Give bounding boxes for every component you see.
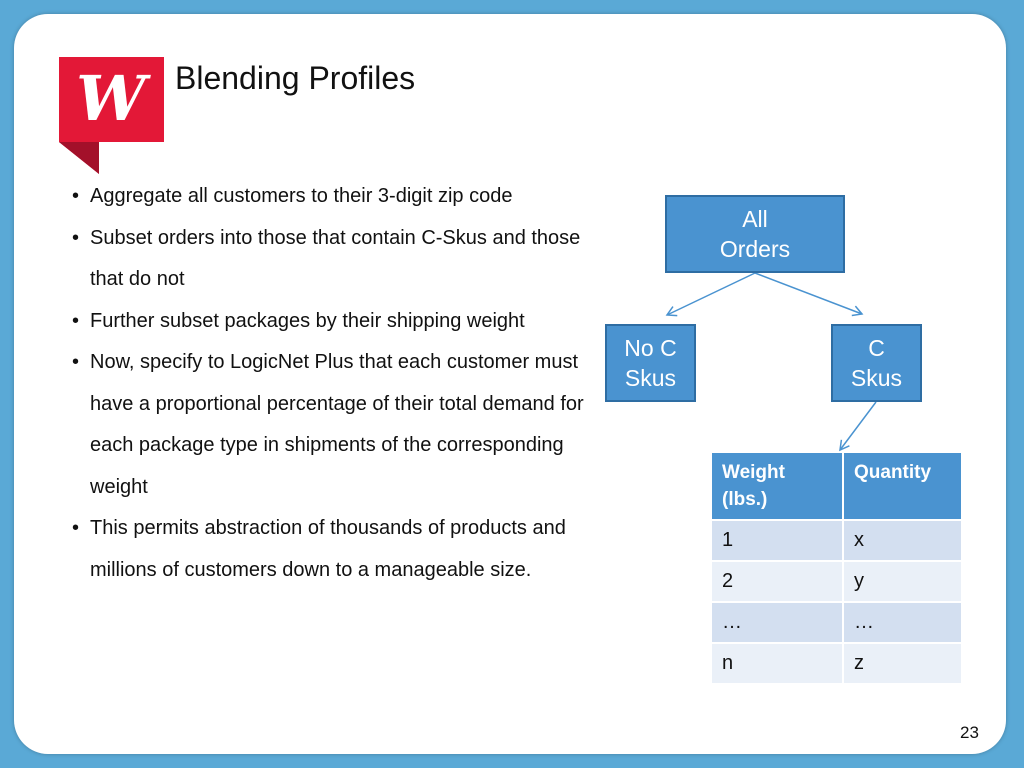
node-all-orders (665, 195, 845, 273)
walgreens-logo (59, 57, 164, 174)
bullet-list (70, 176, 610, 591)
node-c-skus (831, 324, 922, 402)
node-no-c-skus-line1: No C (624, 335, 677, 361)
cell-quantity: y (844, 562, 961, 601)
table-row (712, 603, 961, 642)
cell-quantity: … (844, 603, 961, 642)
bullet-item: • Subset orders into those that contain C-Skus and those that do not (70, 218, 610, 301)
cell-weight: … (712, 603, 842, 642)
cell-quantity: z (844, 644, 961, 683)
table-row (712, 562, 961, 601)
cell-quantity: x (844, 521, 961, 560)
svg-text:W: W (76, 62, 146, 135)
node-no-c-skus (605, 324, 696, 402)
bullet-item: • Now, specify to LogicNet Plus that each customer must have a proportional percentage of their total demand for each package type in shipments of the corresponding weight (70, 342, 610, 508)
cell-weight: 2 (712, 562, 842, 601)
bullet-item: • Further subset packages by their shipping weight (70, 301, 610, 343)
table-row (712, 644, 961, 683)
bullet-item: • This permits abstraction of thousands of products and millions of customers down to a manageable size. (70, 508, 610, 591)
node-all-orders-line2: Orders (719, 236, 791, 262)
bullet-item: • Aggregate all customers to their 3-digit zip code (70, 176, 610, 218)
node-all-orders-line1: All (742, 206, 768, 232)
table-row (712, 521, 961, 560)
weight-quantity-table (710, 451, 963, 685)
slide-title: Blending Profiles (175, 60, 416, 96)
node-no-c-skus-line2: Skus (624, 365, 677, 391)
node-c-skus-line1: C (868, 335, 885, 361)
cell-weight: n (712, 644, 842, 683)
node-c-skus-line2: Skus (850, 365, 903, 391)
header-weight: Weight (lbs.) (712, 453, 842, 519)
header-quantity: Quantity (844, 453, 961, 519)
table-header-row (712, 453, 961, 519)
page-number: 23 (960, 723, 979, 742)
cell-weight: 1 (712, 521, 842, 560)
